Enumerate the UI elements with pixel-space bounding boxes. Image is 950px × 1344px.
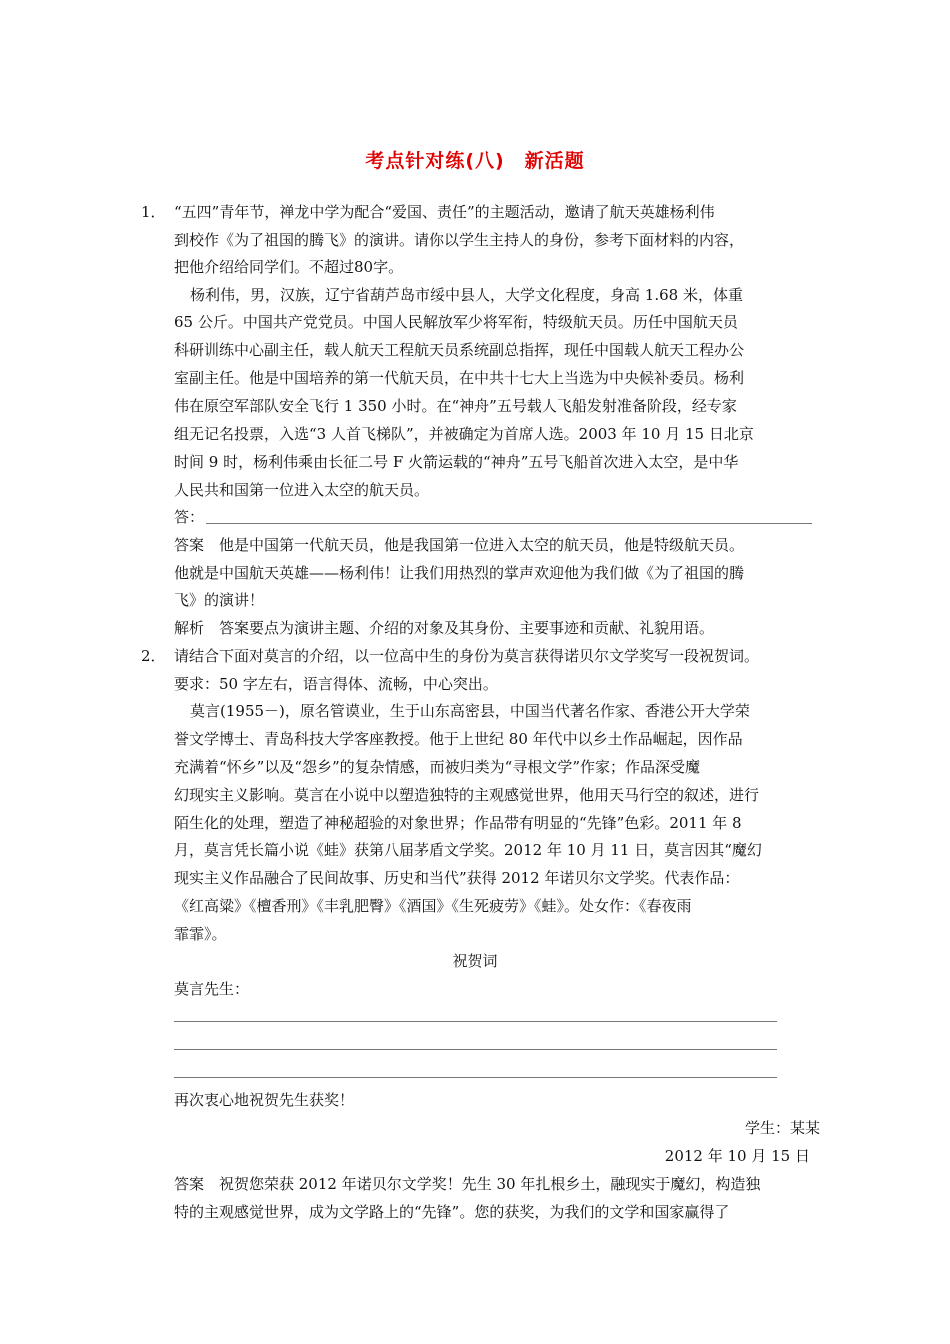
q1-answer-line — [206, 523, 812, 524]
q1-answer-line: 飞》的演讲！ — [174, 591, 265, 609]
blank-writing-line — [174, 1077, 777, 1078]
q2-material-line: 莫言(1955－)，原名管谟业，生于山东高密县，中国当代著名作家、香港公开大学荣 — [190, 702, 750, 720]
q1-material-line: 科研训练中心副主任，载人航天工程航天员系统副总指挥，现任中国载人航天工程办公 — [174, 341, 745, 359]
q2-material-line: 霏霏》。 — [174, 925, 227, 943]
q1-answer-line: 他就是中国航天英雄——杨利伟！让我们用热烈的掌声欢迎他为我们做《为了祖国的腾 — [174, 564, 745, 582]
q1-material-line: 组无记名投票，入选“3 人首飞梯队”，并被确定为首席人选。2003 年 10 月 15 日北京 — [174, 425, 754, 443]
q2-material-line: 幻现实主义影响。莫言在小说中以塑造独特的主观感觉世界，他用天马行空的叙述，进行 — [174, 786, 760, 804]
q2-material-line: 现实主义作品融合了民间故事、历史和当代”获得 2012 年诺贝尔文学奖。代表作品： — [174, 869, 740, 887]
q1-material-line: 杨利伟，男，汉族，辽宁省葫芦岛市绥中县人，大学文化程度，身高 1.68 米，体重 — [190, 286, 743, 304]
q1-prompt-line: 到校作《为了祖国的腾飞》的演讲。请你以学生主持人的身份，参考下面材料的内容， — [174, 231, 745, 249]
q2-material-line: 《红高粱》《檀香刑》《丰乳肥臀》《酒国》《生死疲劳》《蛙》。处女作：《春夜雨 — [174, 897, 692, 915]
q1-material-line: 时间 9 时，杨利伟乘由长征二号 F 火箭运载的“神舟”五号飞船首次进入太空，是中华 — [174, 453, 739, 471]
q2-material-line: 陌生化的处理，塑造了神秘超验的对象世界；作品带有明显的“先锋”色彩。2011 年 8 — [174, 814, 742, 832]
question-1-number: 1． — [141, 203, 166, 221]
q2-material-line: 充满着“怀乡”以及“怨乡”的复杂情感，而被归类为“寻根文学”作家；作品深受魔 — [174, 758, 701, 776]
q1-material-line: 65 公斤。中国共产党党员。中国人民解放军少将军衔，特级航天员。历任中国航天员 — [174, 313, 738, 331]
q1-answer-line: 答案 他是中国第一代航天员，他是我国第一位进入太空的航天员，他是特级航天员。 — [174, 536, 745, 554]
q1-material-line: 伟在原空军部队安全飞行 1 350 小时。在“神舟”五号载人飞船发射准备阶段，经专家 — [174, 397, 737, 415]
q1-answer-label: 答： — [174, 508, 205, 526]
blank-writing-line — [174, 1049, 777, 1050]
q2-prompt-line: 请结合下面对莫言的介绍，以一位高中生的身份为莫言获得诺贝尔文学奖写一段祝贺词。 — [174, 647, 760, 665]
q1-analysis: 解析 答案要点为演讲主题、介绍的对象及其身份、主要事迹和贡献、礼貌用语。 — [174, 619, 715, 637]
q1-material-line: 人民共和国第一位进入太空的航天员。 — [174, 481, 430, 499]
q2-material-line: 月，莫言凭长篇小说《蛙》获第八届茅盾文学奖。2012 年 10 月 11 日，莫言因其“魔幻 — [174, 841, 762, 859]
q2-answer-line: 答案 祝贺您荣获 2012 年诺贝尔文学奖！先生 30 年扎根乡土，融现实于魔幻，构造独 — [174, 1175, 761, 1193]
letter-salutation: 莫言先生： — [174, 980, 250, 998]
q2-material-line: 誉文学博士、青岛科技大学客座教授。他于上世纪 80 年代中以乡土作品崛起，因作品 — [174, 730, 743, 748]
letter-closing: 再次衷心地祝贺先生获奖！ — [174, 1091, 355, 1109]
letter-title: 祝贺词 — [452, 952, 498, 970]
letter-signature: 学生：某某 — [744, 1119, 820, 1137]
letter-date: 2012 年 10 月 15 日 — [664, 1147, 810, 1165]
q2-prompt-line: 要求：50 字左右，语言得体、流畅，中心突出。 — [174, 675, 498, 693]
q2-answer-line: 特的主观感觉世界，成为文学路上的“先锋”。您的获奖，为我们的文学和国家赢得了 — [174, 1203, 730, 1221]
q1-prompt-line: “五四”青年节，禅龙中学为配合“爱国、责任”的主题活动，邀请了航天英雄杨利伟 — [174, 203, 715, 221]
q1-prompt-line: 把他介绍给同学们。不超过80字。 — [174, 258, 404, 276]
blank-writing-line — [174, 1021, 777, 1022]
question-2-number: 2． — [141, 647, 166, 665]
page-title: 考点针对练(八) 新活题 — [365, 150, 585, 172]
q1-material-line: 室副主任。他是中国培养的第一代航天员，在中共十七大上当选为中央候补委员。杨利 — [174, 369, 745, 387]
